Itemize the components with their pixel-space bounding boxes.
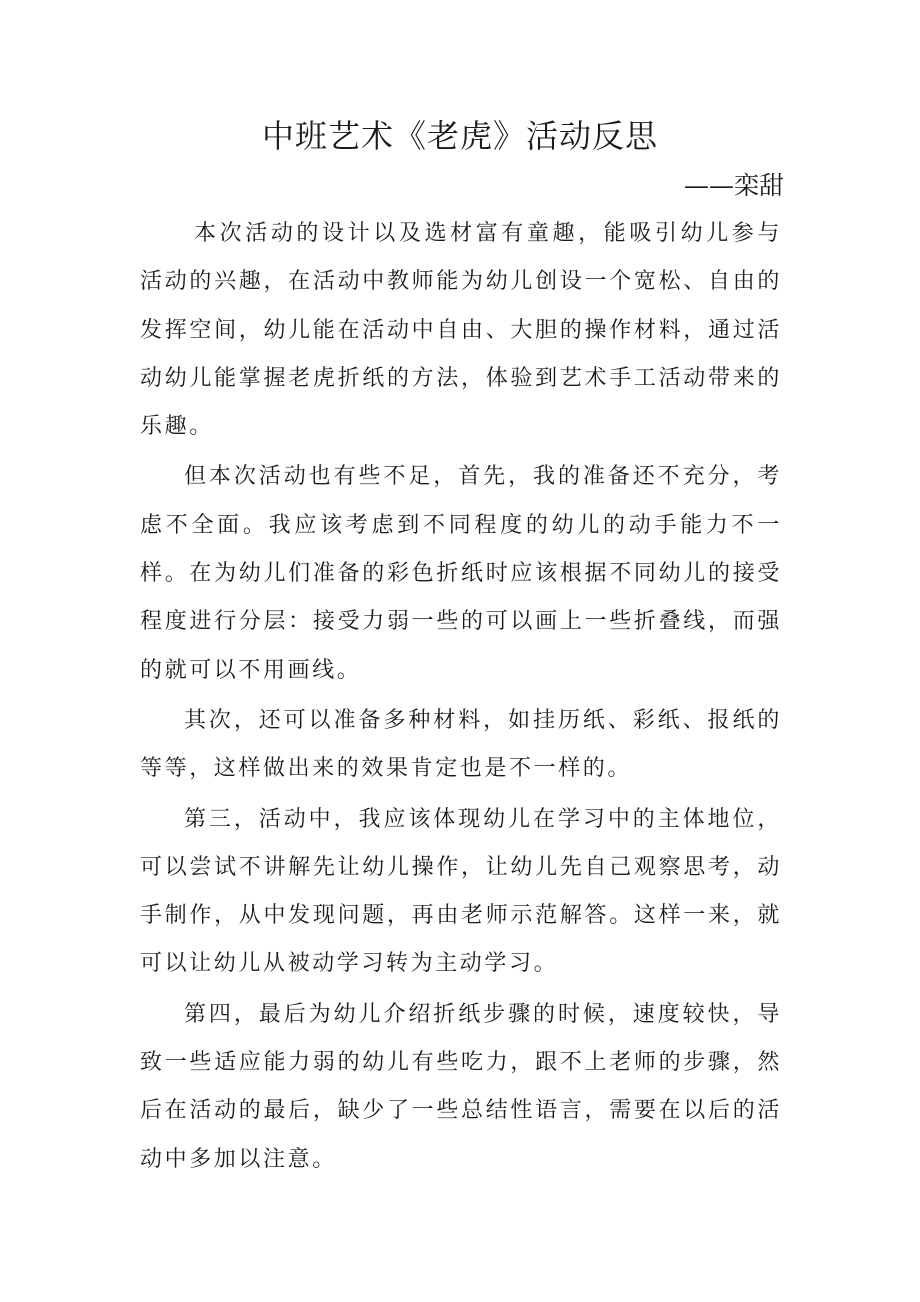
paragraph-shortcomings: 但本次活动也有些不足，首先，我的准备还不充分，考虑不全面。我应该考虑到不同程度的幼儿的动手能力不一样。在为幼儿们准备的彩色折纸时应该根据不同幼儿的接受程度进行分层：接受力弱一些的可以画上一些折叠线，而强的就可以不用画线。 [140, 464, 782, 683]
document-title: 中班艺术《老虎》活动反思 [261, 117, 658, 155]
document-author: ——栾甜 [683, 171, 784, 200]
paragraph-fourth: 第四，最后为幼儿介绍折纸步骤的时候，速度较快，导致一些适应能力弱的幼儿有些吃力，跟不上老师的步骤，然后在活动的最后，缺少了一些总结性语言，需要在以后的活动中多加以注意。 [140, 1001, 782, 1172]
paragraph-third: 第三，活动中，我应该体现幼儿在学习中的主体地位，可以尝试不讲解先让幼儿操作，让幼儿先自己观察思考，动手制作，从中发现问题，再由老师示范解答。这样一来，就可以让幼儿从被动学习转为主动学习。 [140, 806, 782, 977]
paragraph-intro: 本次活动的设计以及选材富有童趣，能吸引幼儿参与活动的兴趣，在活动中教师能为幼儿创设一个宽松、自由的发挥空间，幼儿能在活动中自由、大胆的操作材料，通过活动幼儿能掌握老虎折纸的方法，体验到艺术手工活动带来的乐趣。 [140, 221, 782, 440]
document-body [140, 210, 782, 1186]
paragraph-second: 其次，还可以准备多种材料，如挂历纸、彩纸、报纸的等等，这样做出来的效果肯定也是不一样的。 [140, 707, 782, 782]
